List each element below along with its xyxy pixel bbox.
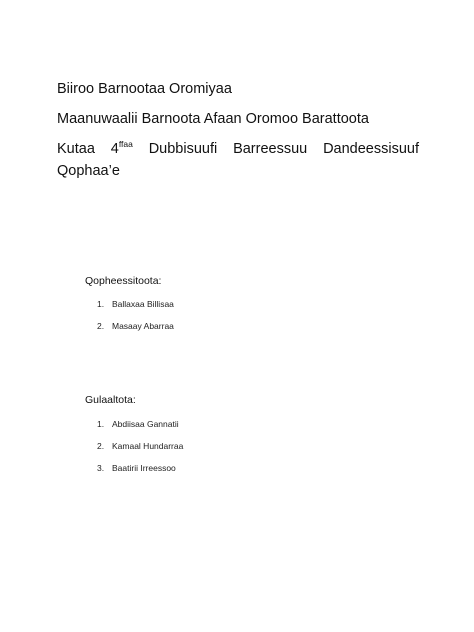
grade-title: [57, 138, 419, 182]
list-item: [97, 440, 183, 462]
list-item: [97, 320, 174, 342]
list-item-name: Ballaxaa Billisaa: [112, 299, 174, 309]
grade-title-word-dubbisuufi: Dubbisuufi: [148, 141, 218, 157]
list-item-name: Baatirii Irreessoo: [112, 463, 176, 473]
list-item-name: Kamaal Hundarraa: [112, 441, 184, 451]
list-item-number: 2.: [97, 321, 105, 331]
grade-title-line-1: [57, 138, 419, 160]
reviewers-heading: Gulaaltota:: [85, 394, 136, 406]
list-item: [97, 418, 183, 440]
list-item-number: 1.: [97, 419, 105, 429]
grade-title-word-kutaa: Kutaa: [57, 141, 95, 157]
grade-title-line-2: Qophaa’e: [57, 163, 120, 179]
list-item: [97, 298, 174, 320]
preparers-heading: Qopheessitoota:: [85, 275, 162, 287]
list-item-name: Masaay Abarraa: [112, 321, 174, 331]
grade-number: [111, 138, 133, 160]
grade-title-word-dandeessisuuf: Dandeessisuuf: [323, 141, 419, 157]
bureau-title: Biiroo Barnootaa Oromiyaa: [57, 81, 232, 97]
grade-number-ordinal: ffaa: [118, 139, 133, 149]
list-item-name: Abdiisaa Gannatii: [112, 419, 179, 429]
manual-title: Maanuwaalii Barnoota Afaan Oromoo Barattoota: [57, 111, 369, 127]
grade-title-word-barreessuu: Barreessuu: [233, 141, 308, 157]
list-item-number: 1.: [97, 299, 105, 309]
list-item-number: 2.: [97, 441, 105, 451]
reviewers-list: [97, 418, 183, 484]
grade-number-value: 4: [110, 141, 119, 157]
list-item: [97, 462, 183, 484]
preparers-list: [97, 298, 174, 342]
list-item-number: 3.: [97, 463, 105, 473]
